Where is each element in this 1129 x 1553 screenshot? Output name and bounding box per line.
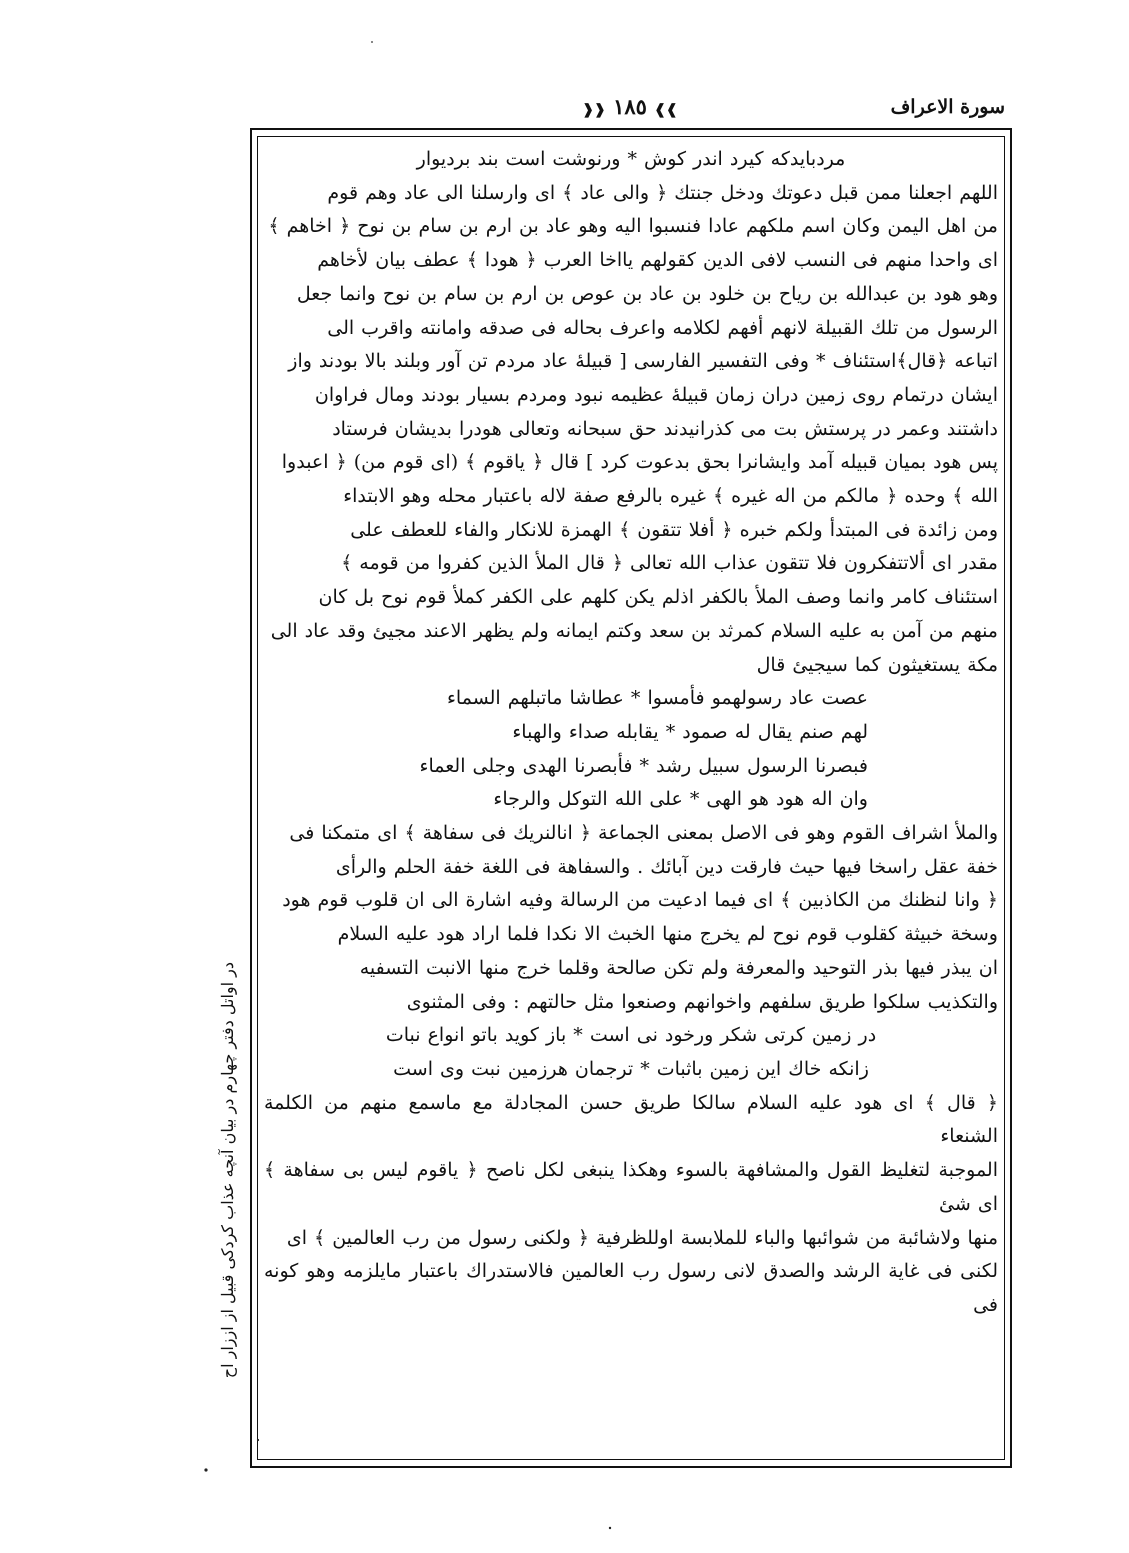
poem-line: لهم صنم يقال له صمود * يقابله صداء والهباء [512,720,868,743]
text-line: ﴿ قال ﴾ اى هود عليه السلام سالكا طريق حسن المجادلة مع ماسمع منهم من الكلمة الشنعاء [264,1091,998,1148]
text-line: مقدر اى ألاتتفكرون فلا تتقون عذاب الله تعالى ﴿ قال الملأ الذين كفروا من قومه ﴾ [341,552,998,575]
ornament-left: ❰❰ [582,102,606,118]
text-line: الله ﴾ وحده ﴿ مالكم من اله غيره ﴾ غيره بالرفع صفة لاله باعتبار محله وهو الابتداء [343,485,998,508]
text-line: وسخة خبيثة كقلوب قوم نوح لم يخرج منها الخبث الا نكدا فلما اراد هود عليه السلام [337,923,998,946]
text-line: اللهم اجعلنا ممن قبل دعوتك ودخل جنتك ﴿ والى عاد ﴾ اى وارسلنا الى عاد وهم قوم [327,181,998,204]
text-line: اى واحدا منهم فى النسب لافى الدين كقولهم يااخا العرب ﴿ هودا ﴾ عطف بيان لأخاهم [317,249,998,272]
text-line: داشتند وعمر در پرستش بت مى كذرانيدند حق سبحانه وتعالى هودرا بديشان فرستاد [332,417,998,440]
text-line: پس هود بميان قبيله آمد وايشانرا بحق بدعوت كرد ] قال ﴿ ياقوم ﴾ (اى قوم من) ﴿ اعبدوا [281,451,998,474]
text-line: ومن زائدة فى المبتدأ ولكم خبره ﴿ أفلا تتقون ﴾ الهمزة للانكار والفاء للعطف على [350,518,998,541]
text-line: استئناف كامر وانما وصف الملأ بالكفر اذلم يكن كلهم على الكفر كملأ قوم نوح بل كان [318,586,998,609]
text-line: والملأ اشراف القوم وهو فى الاصل بمعنى الجماعة ﴿ انالنريك فى سفاهة ﴾ اى متمكنا فى [289,822,998,845]
text-line: من اهل اليمن وكان اسم ملكهم عادا فنسبوا اليه وهو عاد بن ارم بن سام بن نوح ﴿ اخاهم ﴾ [268,215,998,238]
margin-note [196,870,258,1470]
speck [371,41,373,43]
text-line: منهم من آمن به عليه السلام كمرثد بن سعد وكتم ايمانه ولم يظهر الاعند مجيئ وقد عاد الى [270,619,998,642]
text-line: منها ولاشائبة من شوائبها والباء للملابسة اوللظرفية ﴿ ولكنى رسول من رب العالمين ﴾ اى [286,1226,998,1249]
text-line: ان يبذر فيها بذر التوحيد والمعرفة ولم تكن صالحة وقلما خرج منها الانبت التسفيه [359,956,998,979]
masnavi-line: در زمين كرتى شكر ورخود نى است * باز كويد باتو انواع نبات [385,1024,877,1047]
surah-name: سورة الاعراف [890,96,1005,118]
ornament-right: ❱❱ [654,102,678,118]
text-line: الرسول من تلك القبيلة لانهم أفهم لكلامه واعرف بحاله فى صدقه وامانته واقرب الى [327,316,998,339]
main-text [264,143,998,1323]
text-line: اتباعه ﴿قال﴾استئناف * وفى التفسير الفارسى [ قبيلهٔ عاد مردم تن آور وبلند بالا بودند واز [288,350,998,373]
text-line: ايشان درتمام روى زمين دران زمان قبيلهٔ عظيمه نبود ومردم بسيار بودند ومال فراوان [314,383,998,406]
text-line: ﴿ وانا لنظنك من الكاذبين ﴾ اى فيما ادعيت من الرسالة وفيه اشارة الى ان قلوب قوم هود [282,889,998,912]
text-line: مكة يستغيثون كما سيجيئ قال [756,653,998,676]
poem-line: وان اله هود هو الهى * على الله التوكل والرجاء [493,788,868,811]
poem-line: عصت عاد رسولهمو فأمسوا * عطاشا ماتبلهم السماء [446,687,868,710]
text-line: والتكذيب سلكوا طريق سلفهم واخوانهم وصنعوا مثل حالتهم : وفى المثنوى [406,990,998,1013]
text-line: الموجبة لتغليظ القول والمشافهة بالسوء وهكذا ينبغى لكل ناصح ﴿ ياقوم ليس بى سفاهة ﴾ اى شئ [264,1159,998,1215]
page-number: ١٨٥ [613,94,647,119]
poem-line: فبصرنا الرسول سبيل رشد * فأبصرنا الهدى وجلى العماء [419,754,868,777]
text-line: لكنى فى غاية الرشد والصدق لانى رسول رب العالمين فالاستدراك باعتبار مايلزمه وهو كونه فى [264,1260,999,1316]
speck [609,1527,611,1529]
page-header [255,92,1005,128]
page-number-group [582,94,677,119]
text-line: خفة عقل راسخا فيها حيث فارقت دين آبائك . والسفاهة فى اللغة خفة الحلم والرأى [335,855,998,878]
text-line: وهو هود بن عبدالله بن رياح بن خلود بن عاد بن عوص بن ارم بن سام بن نوح وانما جعل [296,282,998,305]
masnavi-line: زانكه خاك اين زمين باثبات * ترجمان هرزمين نبت وى است [393,1057,869,1080]
opening-verse: مردبايدكه كيرد اندر كوش * ورنوشت است بند برديوار [416,148,846,170]
margin-note-text: در اواتل دفتر چهارم در بيان آنچه عذاب كردكى قبيل از اززار اح [217,961,237,1379]
